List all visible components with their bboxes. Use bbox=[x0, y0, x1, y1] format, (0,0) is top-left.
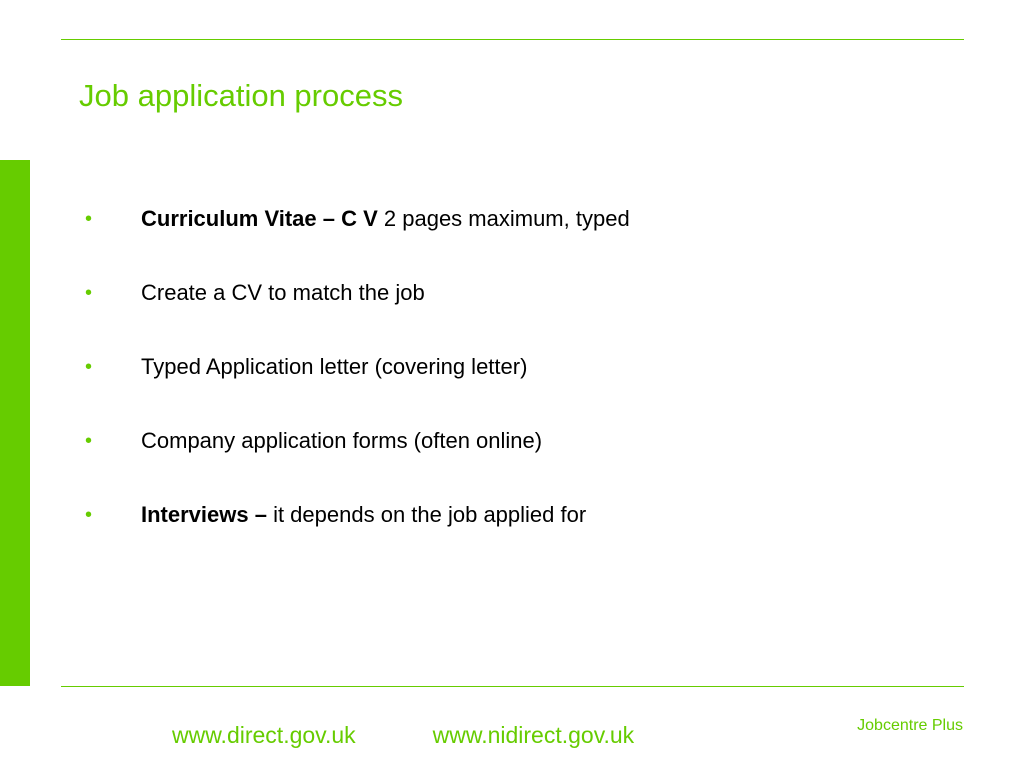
bullet-text bbox=[141, 350, 527, 384]
bullet-bold-text: Interviews – bbox=[141, 502, 267, 527]
footer-link-nidirect-gov[interactable]: www.nidirect.gov.uk bbox=[432, 722, 635, 748]
brand-label: Jobcentre Plus bbox=[857, 717, 963, 734]
footer-link-direct-gov[interactable]: www.direct.gov.uk bbox=[172, 722, 356, 748]
bullet-text bbox=[141, 276, 425, 310]
bullet-body-text: it depends on the job applied for bbox=[266, 502, 587, 527]
bullet-icon: • bbox=[85, 282, 93, 304]
bullet-body-text: Typed Application letter (covering letter) bbox=[141, 354, 528, 379]
bullet-icon: • bbox=[85, 356, 93, 378]
bullet-bold-text: Curriculum Vitae – C V bbox=[141, 206, 378, 231]
top-divider bbox=[61, 39, 964, 40]
bullet-text bbox=[141, 202, 630, 236]
side-accent-bar bbox=[0, 160, 30, 686]
bottom-divider bbox=[61, 686, 964, 687]
bullet-text bbox=[141, 498, 586, 532]
bullet-text bbox=[141, 424, 542, 458]
bullet-icon: • bbox=[85, 208, 93, 230]
bullet-icon: • bbox=[85, 504, 93, 526]
bullet-body-text: 2 pages maximum, typed bbox=[377, 206, 630, 231]
bullet-icon: • bbox=[85, 430, 93, 452]
bullet-body-text: Create a CV to match the job bbox=[141, 280, 425, 305]
slide-title: Job application process bbox=[79, 78, 403, 113]
footer-links bbox=[172, 722, 634, 749]
bullet-body-text: Company application forms (often online) bbox=[141, 428, 543, 453]
